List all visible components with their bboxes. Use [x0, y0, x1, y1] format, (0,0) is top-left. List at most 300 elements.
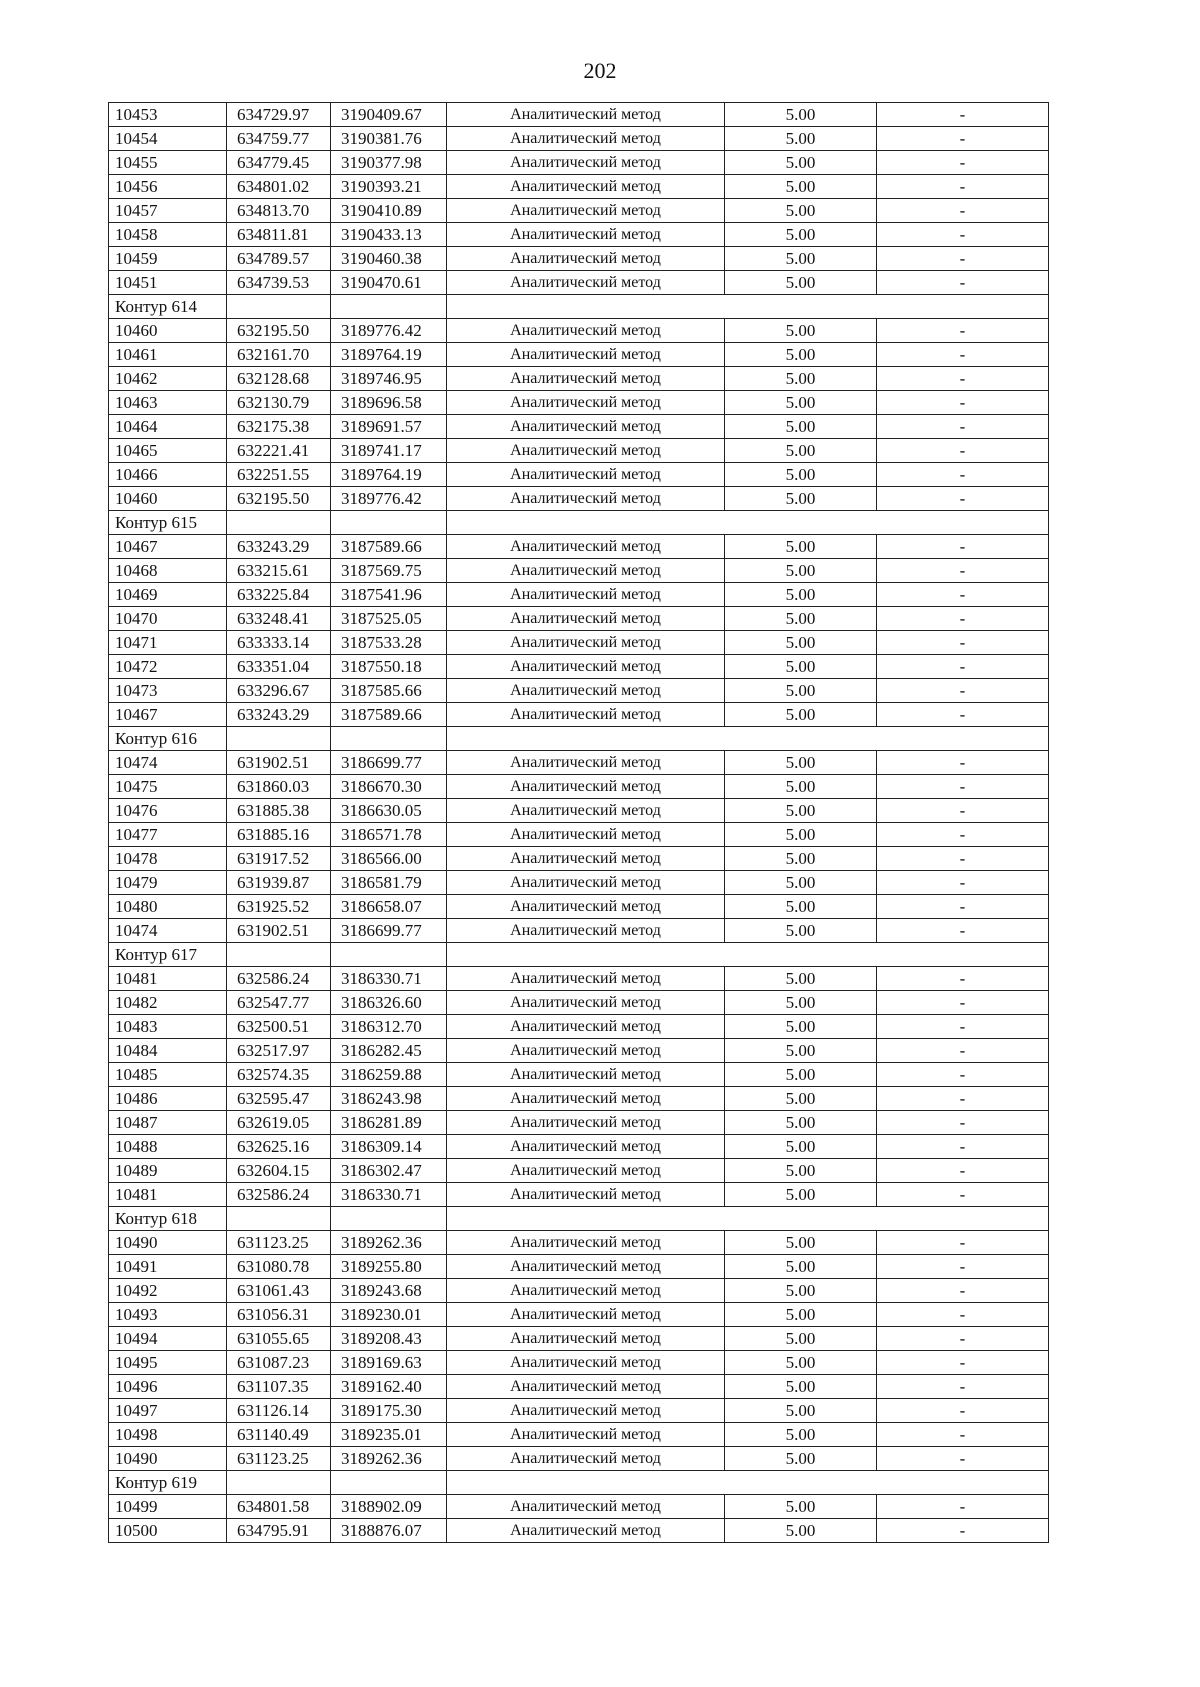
x-coordinate-cell: 634779.45: [227, 151, 331, 175]
method-cell: Аналитический метод: [447, 343, 725, 367]
point-id-cell: 10488: [109, 1135, 227, 1159]
error-cell: 5.00: [725, 799, 877, 823]
note-cell: -: [877, 1231, 1049, 1255]
table-row: [109, 1111, 1049, 1135]
note-cell: -: [877, 1375, 1049, 1399]
contour-label: Контур 617: [109, 943, 227, 967]
y-coordinate-cell: 3186312.70: [331, 1015, 447, 1039]
error-cell: 5.00: [725, 703, 877, 727]
method-cell: Аналитический метод: [447, 463, 725, 487]
y-coordinate-cell: 3189776.42: [331, 319, 447, 343]
method-cell: Аналитический метод: [447, 1087, 725, 1111]
note-cell: -: [877, 703, 1049, 727]
method-cell: Аналитический метод: [447, 415, 725, 439]
error-cell: 5.00: [725, 1495, 877, 1519]
method-cell: Аналитический метод: [447, 1519, 725, 1543]
table-row: [109, 871, 1049, 895]
x-coordinate-cell: 632175.38: [227, 415, 331, 439]
table-row: [109, 1039, 1049, 1063]
note-cell: -: [877, 799, 1049, 823]
x-coordinate-cell: 631123.25: [227, 1231, 331, 1255]
error-cell: 5.00: [725, 607, 877, 631]
point-id-cell: 10472: [109, 655, 227, 679]
point-id-cell: 10458: [109, 223, 227, 247]
empty-cell: [447, 511, 1049, 535]
table-row: [109, 631, 1049, 655]
error-cell: 5.00: [725, 463, 877, 487]
note-cell: -: [877, 367, 1049, 391]
note-cell: -: [877, 175, 1049, 199]
point-id-cell: 10487: [109, 1111, 227, 1135]
method-cell: Аналитический метод: [447, 1447, 725, 1471]
method-cell: Аналитический метод: [447, 391, 725, 415]
method-cell: Аналитический метод: [447, 751, 725, 775]
coordinates-table: [108, 102, 1049, 1543]
error-cell: 5.00: [725, 1447, 877, 1471]
point-id-cell: 10451: [109, 271, 227, 295]
x-coordinate-cell: 632586.24: [227, 1183, 331, 1207]
method-cell: Аналитический метод: [447, 583, 725, 607]
point-id-cell: 10460: [109, 487, 227, 511]
x-coordinate-cell: 634801.02: [227, 175, 331, 199]
x-coordinate-cell: 632604.15: [227, 1159, 331, 1183]
method-cell: Аналитический метод: [447, 559, 725, 583]
x-coordinate-cell: 634801.58: [227, 1495, 331, 1519]
empty-cell: [227, 511, 331, 535]
error-cell: 5.00: [725, 535, 877, 559]
table-row: [109, 223, 1049, 247]
error-cell: 5.00: [725, 1063, 877, 1087]
error-cell: 5.00: [725, 1231, 877, 1255]
method-cell: Аналитический метод: [447, 895, 725, 919]
note-cell: -: [877, 343, 1049, 367]
y-coordinate-cell: 3190377.98: [331, 151, 447, 175]
point-id-cell: 10462: [109, 367, 227, 391]
y-coordinate-cell: 3189691.57: [331, 415, 447, 439]
x-coordinate-cell: 632221.41: [227, 439, 331, 463]
empty-cell: [331, 1207, 447, 1231]
error-cell: 5.00: [725, 631, 877, 655]
empty-cell: [331, 511, 447, 535]
note-cell: -: [877, 1495, 1049, 1519]
note-cell: -: [877, 439, 1049, 463]
error-cell: 5.00: [725, 1183, 877, 1207]
x-coordinate-cell: 631107.35: [227, 1375, 331, 1399]
x-coordinate-cell: 634789.57: [227, 247, 331, 271]
empty-cell: [331, 727, 447, 751]
note-cell: -: [877, 559, 1049, 583]
empty-cell: [447, 295, 1049, 319]
method-cell: Аналитический метод: [447, 1063, 725, 1087]
point-id-cell: 10495: [109, 1351, 227, 1375]
method-cell: Аналитический метод: [447, 1399, 725, 1423]
note-cell: -: [877, 199, 1049, 223]
x-coordinate-cell: 633296.67: [227, 679, 331, 703]
error-cell: 5.00: [725, 271, 877, 295]
method-cell: Аналитический метод: [447, 1279, 725, 1303]
note-cell: -: [877, 1183, 1049, 1207]
x-coordinate-cell: 632128.68: [227, 367, 331, 391]
note-cell: -: [877, 391, 1049, 415]
table-row: [109, 1063, 1049, 1087]
point-id-cell: 10478: [109, 847, 227, 871]
x-coordinate-cell: 632517.97: [227, 1039, 331, 1063]
contour-label: Контур 619: [109, 1471, 227, 1495]
error-cell: 5.00: [725, 967, 877, 991]
y-coordinate-cell: 3187550.18: [331, 655, 447, 679]
page-number: 202: [583, 58, 617, 83]
y-coordinate-cell: 3190409.67: [331, 103, 447, 127]
y-coordinate-cell: 3189235.01: [331, 1423, 447, 1447]
table-row: [109, 247, 1049, 271]
error-cell: 5.00: [725, 559, 877, 583]
table-row: [109, 1159, 1049, 1183]
method-cell: Аналитический метод: [447, 1495, 725, 1519]
table-row: [109, 1423, 1049, 1447]
x-coordinate-cell: 631056.31: [227, 1303, 331, 1327]
method-cell: Аналитический метод: [447, 967, 725, 991]
y-coordinate-cell: 3186581.79: [331, 871, 447, 895]
method-cell: Аналитический метод: [447, 103, 725, 127]
y-coordinate-cell: 3188876.07: [331, 1519, 447, 1543]
note-cell: -: [877, 535, 1049, 559]
note-cell: -: [877, 775, 1049, 799]
empty-cell: [227, 1207, 331, 1231]
note-cell: -: [877, 103, 1049, 127]
method-cell: Аналитический метод: [447, 175, 725, 199]
table-row: [109, 823, 1049, 847]
error-cell: 5.00: [725, 223, 877, 247]
table-row: [109, 175, 1049, 199]
method-cell: Аналитический метод: [447, 367, 725, 391]
y-coordinate-cell: 3187525.05: [331, 607, 447, 631]
method-cell: Аналитический метод: [447, 823, 725, 847]
point-id-cell: 10486: [109, 1087, 227, 1111]
x-coordinate-cell: 631123.25: [227, 1447, 331, 1471]
method-cell: Аналитический метод: [447, 247, 725, 271]
point-id-cell: 10460: [109, 319, 227, 343]
y-coordinate-cell: 3186330.71: [331, 967, 447, 991]
method-cell: Аналитический метод: [447, 847, 725, 871]
point-id-cell: 10484: [109, 1039, 227, 1063]
point-id-cell: 10474: [109, 919, 227, 943]
contour-header-row: [109, 511, 1049, 535]
empty-cell: [447, 943, 1049, 967]
note-cell: -: [877, 751, 1049, 775]
x-coordinate-cell: 631925.52: [227, 895, 331, 919]
table-row: [109, 1519, 1049, 1543]
empty-cell: [227, 1471, 331, 1495]
y-coordinate-cell: 3189243.68: [331, 1279, 447, 1303]
x-coordinate-cell: 632574.35: [227, 1063, 331, 1087]
x-coordinate-cell: 632195.50: [227, 487, 331, 511]
note-cell: -: [877, 1423, 1049, 1447]
y-coordinate-cell: 3187569.75: [331, 559, 447, 583]
note-cell: -: [877, 151, 1049, 175]
table-row: [109, 655, 1049, 679]
point-id-cell: 10481: [109, 1183, 227, 1207]
method-cell: Аналитический метод: [447, 607, 725, 631]
point-id-cell: 10453: [109, 103, 227, 127]
error-cell: 5.00: [725, 1351, 877, 1375]
point-id-cell: 10454: [109, 127, 227, 151]
point-id-cell: 10479: [109, 871, 227, 895]
table-row: [109, 1135, 1049, 1159]
point-id-cell: 10464: [109, 415, 227, 439]
y-coordinate-cell: 3187589.66: [331, 535, 447, 559]
table-row: [109, 103, 1049, 127]
table-row: [109, 847, 1049, 871]
method-cell: Аналитический метод: [447, 775, 725, 799]
x-coordinate-cell: 631902.51: [227, 751, 331, 775]
point-id-cell: 10465: [109, 439, 227, 463]
method-cell: Аналитический метод: [447, 919, 725, 943]
note-cell: -: [877, 1135, 1049, 1159]
x-coordinate-cell: 634739.53: [227, 271, 331, 295]
y-coordinate-cell: 3190393.21: [331, 175, 447, 199]
point-id-cell: 10490: [109, 1231, 227, 1255]
y-coordinate-cell: 3186571.78: [331, 823, 447, 847]
x-coordinate-cell: 631080.78: [227, 1255, 331, 1279]
table-row: [109, 439, 1049, 463]
y-coordinate-cell: 3186330.71: [331, 1183, 447, 1207]
x-coordinate-cell: 632625.16: [227, 1135, 331, 1159]
x-coordinate-cell: 634759.77: [227, 127, 331, 151]
error-cell: 5.00: [725, 175, 877, 199]
note-cell: -: [877, 919, 1049, 943]
note-cell: -: [877, 463, 1049, 487]
error-cell: 5.00: [725, 751, 877, 775]
empty-cell: [447, 1207, 1049, 1231]
y-coordinate-cell: 3189746.95: [331, 367, 447, 391]
error-cell: 5.00: [725, 679, 877, 703]
point-id-cell: 10477: [109, 823, 227, 847]
note-cell: -: [877, 1447, 1049, 1471]
method-cell: Аналитический метод: [447, 1183, 725, 1207]
error-cell: 5.00: [725, 103, 877, 127]
x-coordinate-cell: 631126.14: [227, 1399, 331, 1423]
empty-cell: [227, 295, 331, 319]
error-cell: 5.00: [725, 247, 877, 271]
point-id-cell: 10474: [109, 751, 227, 775]
error-cell: 5.00: [725, 127, 877, 151]
empty-cell: [331, 1471, 447, 1495]
x-coordinate-cell: 631917.52: [227, 847, 331, 871]
point-id-cell: 10475: [109, 775, 227, 799]
x-coordinate-cell: 631885.16: [227, 823, 331, 847]
x-coordinate-cell: 632195.50: [227, 319, 331, 343]
y-coordinate-cell: 3189764.19: [331, 343, 447, 367]
error-cell: 5.00: [725, 1255, 877, 1279]
table-row: [109, 463, 1049, 487]
table-row: [109, 1351, 1049, 1375]
error-cell: 5.00: [725, 1327, 877, 1351]
error-cell: 5.00: [725, 439, 877, 463]
error-cell: 5.00: [725, 415, 877, 439]
method-cell: Аналитический метод: [447, 223, 725, 247]
note-cell: -: [877, 127, 1049, 151]
table-row: [109, 967, 1049, 991]
empty-cell: [227, 943, 331, 967]
point-id-cell: 10498: [109, 1423, 227, 1447]
point-id-cell: 10457: [109, 199, 227, 223]
method-cell: Аналитический метод: [447, 319, 725, 343]
table-row: [109, 559, 1049, 583]
error-cell: 5.00: [725, 1279, 877, 1303]
error-cell: 5.00: [725, 823, 877, 847]
x-coordinate-cell: 633351.04: [227, 655, 331, 679]
contour-label: Контур 618: [109, 1207, 227, 1231]
y-coordinate-cell: 3186566.00: [331, 847, 447, 871]
point-id-cell: 10489: [109, 1159, 227, 1183]
y-coordinate-cell: 3188902.09: [331, 1495, 447, 1519]
note-cell: -: [877, 631, 1049, 655]
point-id-cell: 10485: [109, 1063, 227, 1087]
point-id-cell: 10500: [109, 1519, 227, 1543]
note-cell: -: [877, 607, 1049, 631]
table-row: [109, 799, 1049, 823]
error-cell: 5.00: [725, 1303, 877, 1327]
y-coordinate-cell: 3186309.14: [331, 1135, 447, 1159]
error-cell: 5.00: [725, 895, 877, 919]
method-cell: Аналитический метод: [447, 631, 725, 655]
note-cell: -: [877, 871, 1049, 895]
point-id-cell: 10496: [109, 1375, 227, 1399]
method-cell: Аналитический метод: [447, 1039, 725, 1063]
note-cell: -: [877, 1063, 1049, 1087]
y-coordinate-cell: 3190433.13: [331, 223, 447, 247]
table-row: [109, 199, 1049, 223]
table-row: [109, 391, 1049, 415]
note-cell: -: [877, 1327, 1049, 1351]
method-cell: Аналитический метод: [447, 1423, 725, 1447]
note-cell: -: [877, 1303, 1049, 1327]
empty-cell: [447, 727, 1049, 751]
contour-header-row: [109, 943, 1049, 967]
point-id-cell: 10470: [109, 607, 227, 631]
y-coordinate-cell: 3189262.36: [331, 1231, 447, 1255]
contour-label: Контур 614: [109, 295, 227, 319]
x-coordinate-cell: 633243.29: [227, 535, 331, 559]
x-coordinate-cell: 632547.77: [227, 991, 331, 1015]
error-cell: 5.00: [725, 367, 877, 391]
point-id-cell: 10467: [109, 535, 227, 559]
table-row: [109, 703, 1049, 727]
y-coordinate-cell: 3189208.43: [331, 1327, 447, 1351]
point-id-cell: 10473: [109, 679, 227, 703]
error-cell: 5.00: [725, 991, 877, 1015]
x-coordinate-cell: 634813.70: [227, 199, 331, 223]
empty-cell: [331, 295, 447, 319]
x-coordinate-cell: 632595.47: [227, 1087, 331, 1111]
y-coordinate-cell: 3189175.30: [331, 1399, 447, 1423]
empty-cell: [447, 1471, 1049, 1495]
table-row: [109, 1279, 1049, 1303]
contour-label: Контур 615: [109, 511, 227, 535]
method-cell: Аналитический метод: [447, 1111, 725, 1135]
method-cell: Аналитический метод: [447, 1375, 725, 1399]
error-cell: 5.00: [725, 1111, 877, 1135]
table-row: [109, 271, 1049, 295]
error-cell: 5.00: [725, 1375, 877, 1399]
table-row: [109, 607, 1049, 631]
note-cell: -: [877, 823, 1049, 847]
point-id-cell: 10467: [109, 703, 227, 727]
method-cell: Аналитический метод: [447, 1351, 725, 1375]
x-coordinate-cell: 631087.23: [227, 1351, 331, 1375]
method-cell: Аналитический метод: [447, 1327, 725, 1351]
note-cell: -: [877, 1111, 1049, 1135]
coordinates-table-body: [109, 103, 1049, 1543]
error-cell: 5.00: [725, 391, 877, 415]
error-cell: 5.00: [725, 343, 877, 367]
point-id-cell: 10476: [109, 799, 227, 823]
y-coordinate-cell: 3187533.28: [331, 631, 447, 655]
point-id-cell: 10481: [109, 967, 227, 991]
point-id-cell: 10456: [109, 175, 227, 199]
error-cell: 5.00: [725, 775, 877, 799]
x-coordinate-cell: 631140.49: [227, 1423, 331, 1447]
table-row: [109, 535, 1049, 559]
x-coordinate-cell: 632586.24: [227, 967, 331, 991]
y-coordinate-cell: 3187589.66: [331, 703, 447, 727]
error-cell: 5.00: [725, 487, 877, 511]
note-cell: -: [877, 1087, 1049, 1111]
table-row: [109, 1231, 1049, 1255]
table-row: [109, 751, 1049, 775]
point-id-cell: 10492: [109, 1279, 227, 1303]
table-row: [109, 1447, 1049, 1471]
error-cell: 5.00: [725, 871, 877, 895]
note-cell: -: [877, 1519, 1049, 1543]
method-cell: Аналитический метод: [447, 1135, 725, 1159]
note-cell: -: [877, 415, 1049, 439]
x-coordinate-cell: 631902.51: [227, 919, 331, 943]
point-id-cell: 10461: [109, 343, 227, 367]
point-id-cell: 10497: [109, 1399, 227, 1423]
note-cell: -: [877, 319, 1049, 343]
note-cell: -: [877, 655, 1049, 679]
point-id-cell: 10482: [109, 991, 227, 1015]
table-row: [109, 1087, 1049, 1111]
error-cell: 5.00: [725, 1087, 877, 1111]
method-cell: Аналитический метод: [447, 679, 725, 703]
method-cell: Аналитический метод: [447, 271, 725, 295]
x-coordinate-cell: 631860.03: [227, 775, 331, 799]
y-coordinate-cell: 3190460.38: [331, 247, 447, 271]
note-cell: -: [877, 895, 1049, 919]
point-id-cell: 10480: [109, 895, 227, 919]
point-id-cell: 10459: [109, 247, 227, 271]
x-coordinate-cell: 631885.38: [227, 799, 331, 823]
x-coordinate-cell: 634729.97: [227, 103, 331, 127]
table-row: [109, 367, 1049, 391]
method-cell: Аналитический метод: [447, 535, 725, 559]
y-coordinate-cell: 3189741.17: [331, 439, 447, 463]
contour-header-row: [109, 1471, 1049, 1495]
table-row: [109, 919, 1049, 943]
note-cell: -: [877, 247, 1049, 271]
error-cell: 5.00: [725, 919, 877, 943]
table-row: [109, 343, 1049, 367]
empty-cell: [331, 943, 447, 967]
y-coordinate-cell: 3186302.47: [331, 1159, 447, 1183]
method-cell: Аналитический метод: [447, 655, 725, 679]
y-coordinate-cell: 3190470.61: [331, 271, 447, 295]
y-coordinate-cell: 3186281.89: [331, 1111, 447, 1135]
note-cell: -: [877, 679, 1049, 703]
y-coordinate-cell: 3190381.76: [331, 127, 447, 151]
